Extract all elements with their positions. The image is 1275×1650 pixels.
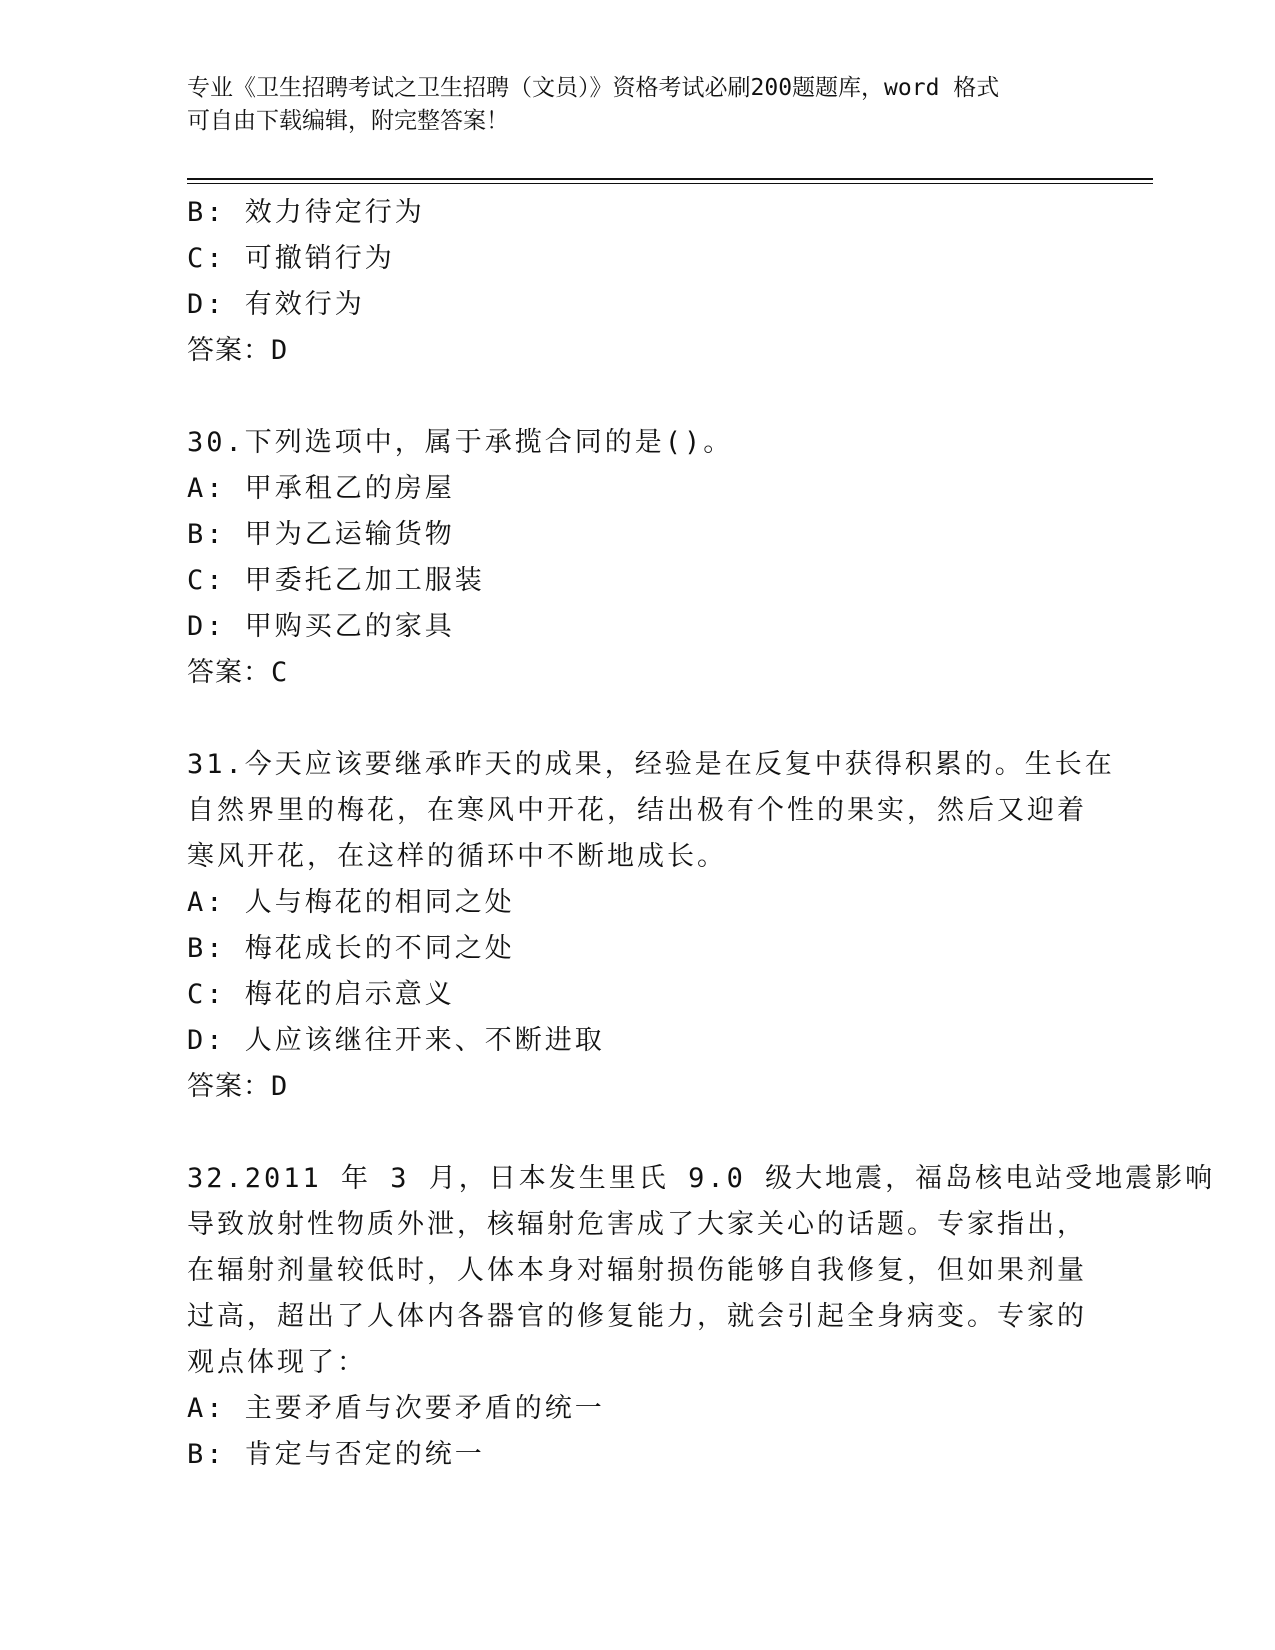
header-line-2: 可自由下载编辑，附完整答案！ <box>187 108 509 134</box>
question-stem-line: 在辐射剂量较低时，人体本身对辐射损伤能够自我修复，但如果剂量 <box>187 1255 1087 1286</box>
option-c: C: 梅花的启示意义 <box>187 979 455 1010</box>
option-d: D: 人应该继往开来、不断进取 <box>187 1025 605 1056</box>
page-header <box>187 72 1087 138</box>
question-stem-line: 寒风开花，在这样的循环中不断地成长。 <box>187 841 727 872</box>
option-b: B: 效力待定行为 <box>187 197 425 228</box>
answer-line: 答案：D <box>187 1071 289 1102</box>
option-a: A: 甲承租乙的房屋 <box>187 473 455 504</box>
answer-line: 答案：D <box>187 335 289 366</box>
question-stem-line: 31.今天应该要继承昨天的成果，经验是在反复中获得积累的。生长在 <box>187 749 1115 780</box>
spacer <box>187 374 1087 420</box>
option-b: B: 梅花成长的不同之处 <box>187 933 515 964</box>
spacer <box>187 696 1087 742</box>
header-divider <box>187 178 1153 184</box>
header-line-1: 专业《卫生招聘考试之卫生招聘（文员）》资格考试必刷200题题库，word 格式 <box>187 75 1000 101</box>
option-b: B: 肯定与否定的统一 <box>187 1439 485 1470</box>
question-stem-line: 导致放射性物质外泄，核辐射危害成了大家关心的话题。专家指出， <box>187 1209 1087 1240</box>
option-a: A: 主要矛盾与次要矛盾的统一 <box>187 1393 605 1424</box>
question-stem-line: 32.2011 年 3 月，日本发生里氏 9.0 级大地震，福岛核电站受地震影响 <box>187 1163 1216 1194</box>
option-b: B: 甲为乙运输货物 <box>187 519 455 550</box>
question-31 <box>187 742 1115 1110</box>
document-body <box>187 190 1216 1478</box>
question-stem-line: 自然界里的梅花，在寒风中开花，结出极有个性的果实，然后又迎着 <box>187 795 1087 826</box>
question-30 <box>187 420 1087 696</box>
question-stem-line: 过高，超出了人体内各器官的修复能力，就会引起全身病变。专家的 <box>187 1301 1087 1332</box>
option-d: D: 甲购买乙的家具 <box>187 611 455 642</box>
question-stem-line: 观点体现了： <box>187 1347 367 1378</box>
option-d: D: 有效行为 <box>187 289 365 320</box>
question-32 <box>187 1156 1216 1478</box>
question-29-partial <box>187 190 1087 374</box>
spacer <box>187 1110 1087 1156</box>
option-a: A: 人与梅花的相同之处 <box>187 887 515 918</box>
answer-line: 答案：C <box>187 657 289 688</box>
question-stem: 30.下列选项中，属于承揽合同的是()。 <box>187 427 734 458</box>
option-c: C: 可撤销行为 <box>187 243 395 274</box>
option-c: C: 甲委托乙加工服装 <box>187 565 485 596</box>
